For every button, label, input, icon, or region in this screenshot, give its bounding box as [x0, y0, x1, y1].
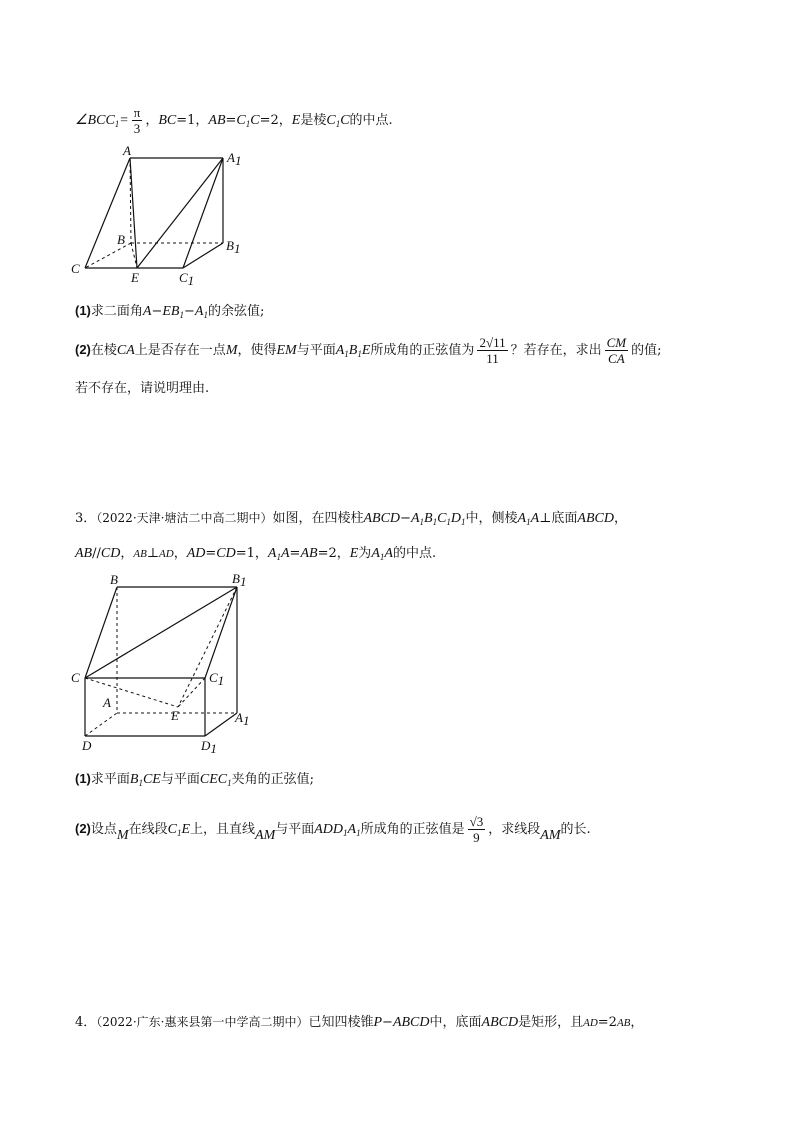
p2-q2-fraction: [477, 335, 507, 366]
p4-line1: 4．（2022·广东·惠来县第一中学高二期中）已知四棱锥P−ABCD中，底面ABCD是矩形，且AD=2AB，: [75, 1015, 644, 1030]
label-B: B: [117, 232, 125, 247]
p2-angle-fraction: [132, 105, 143, 136]
problem-number: 4．: [75, 1015, 97, 1030]
frac-denominator: 3: [133, 121, 141, 136]
frac-numerator: CM: [606, 335, 627, 350]
label-B: B: [110, 572, 118, 587]
p2-figure: [65, 140, 265, 285]
p2-line1: $\angle BCC_1=$ $\frac{\pi}{3}$ ，BC=1，$AB=C_1C=2$，E是棱$C_1C$的中点.: [75, 105, 393, 136]
label-D: D: [82, 738, 92, 753]
p3-figure: [70, 570, 270, 755]
frac-denominator: 11: [486, 351, 499, 366]
label-A: A: [103, 695, 111, 710]
frac-numerator: 2√11: [479, 335, 506, 350]
p2-q1: (1)求二面角$A-EB_1-A_1$的余弦值;: [75, 303, 265, 320]
frac-denominator: 9: [473, 830, 480, 845]
label-A1: A1: [235, 710, 250, 728]
problem-source: （2022·天津·塘沽二中高二期中）: [96, 511, 273, 525]
p3-line2: AB//CD，AB⊥AD，AD=CD=1，$A_1A=AB=2$，E为$A_1A$的中点.: [75, 546, 437, 562]
label-E: E: [171, 708, 179, 723]
p3-line1: 3．（2022·天津·塘沽二中高二期中）如图，在四棱柱$ABCD-A_1B_1C_1D_1$中，侧棱$A_1A\perp$底面ABCD，: [75, 511, 627, 527]
label-A: A: [123, 143, 131, 158]
label-B1: B1: [226, 238, 241, 256]
p2-q2: (2)在棱CA上是否存在一点M，使得EM与平面$A_1B_1E$所成角的正弦值为 $\frac{2√11}{11}$ ？若存在，求出 $\frac{CM}{CA}$ 的值;: [75, 335, 662, 366]
frac-numerator: √3: [469, 814, 484, 829]
label-C1: C1: [179, 270, 195, 285]
label-C: C: [71, 261, 80, 276]
p3-q1: (1)求平面$B_1CE$与平面$CEC_1$夹角的正弦值;: [75, 771, 314, 788]
problem-source: （2022·广东·惠来县第一中学高二期中）: [96, 1015, 309, 1029]
frac-numerator: π: [133, 105, 141, 120]
label-A1: A1: [227, 150, 242, 168]
label-C1: C1: [209, 670, 225, 688]
p2-angle-text: $\angle BCC_1=$: [75, 113, 129, 129]
label-C: C: [71, 670, 80, 685]
problem-number: 3．: [75, 511, 97, 526]
p2-q2-fraction2: [605, 335, 629, 366]
label-B1: B1: [232, 571, 247, 589]
p3-q2-fraction: [468, 814, 486, 845]
frac-denominator: CA: [608, 351, 625, 366]
p3-q2: (2)设点M在线段$C_1E$上，且直线AM与平面$ADD_1A_1$所成角的正弦值是 $\frac{√3}{9}$ ，求线段AM的长.: [75, 814, 591, 845]
label-D1: D1: [201, 738, 217, 755]
label-E: E: [131, 270, 139, 285]
p2-q2-line2: 若不存在，请说明理由.: [75, 381, 210, 396]
